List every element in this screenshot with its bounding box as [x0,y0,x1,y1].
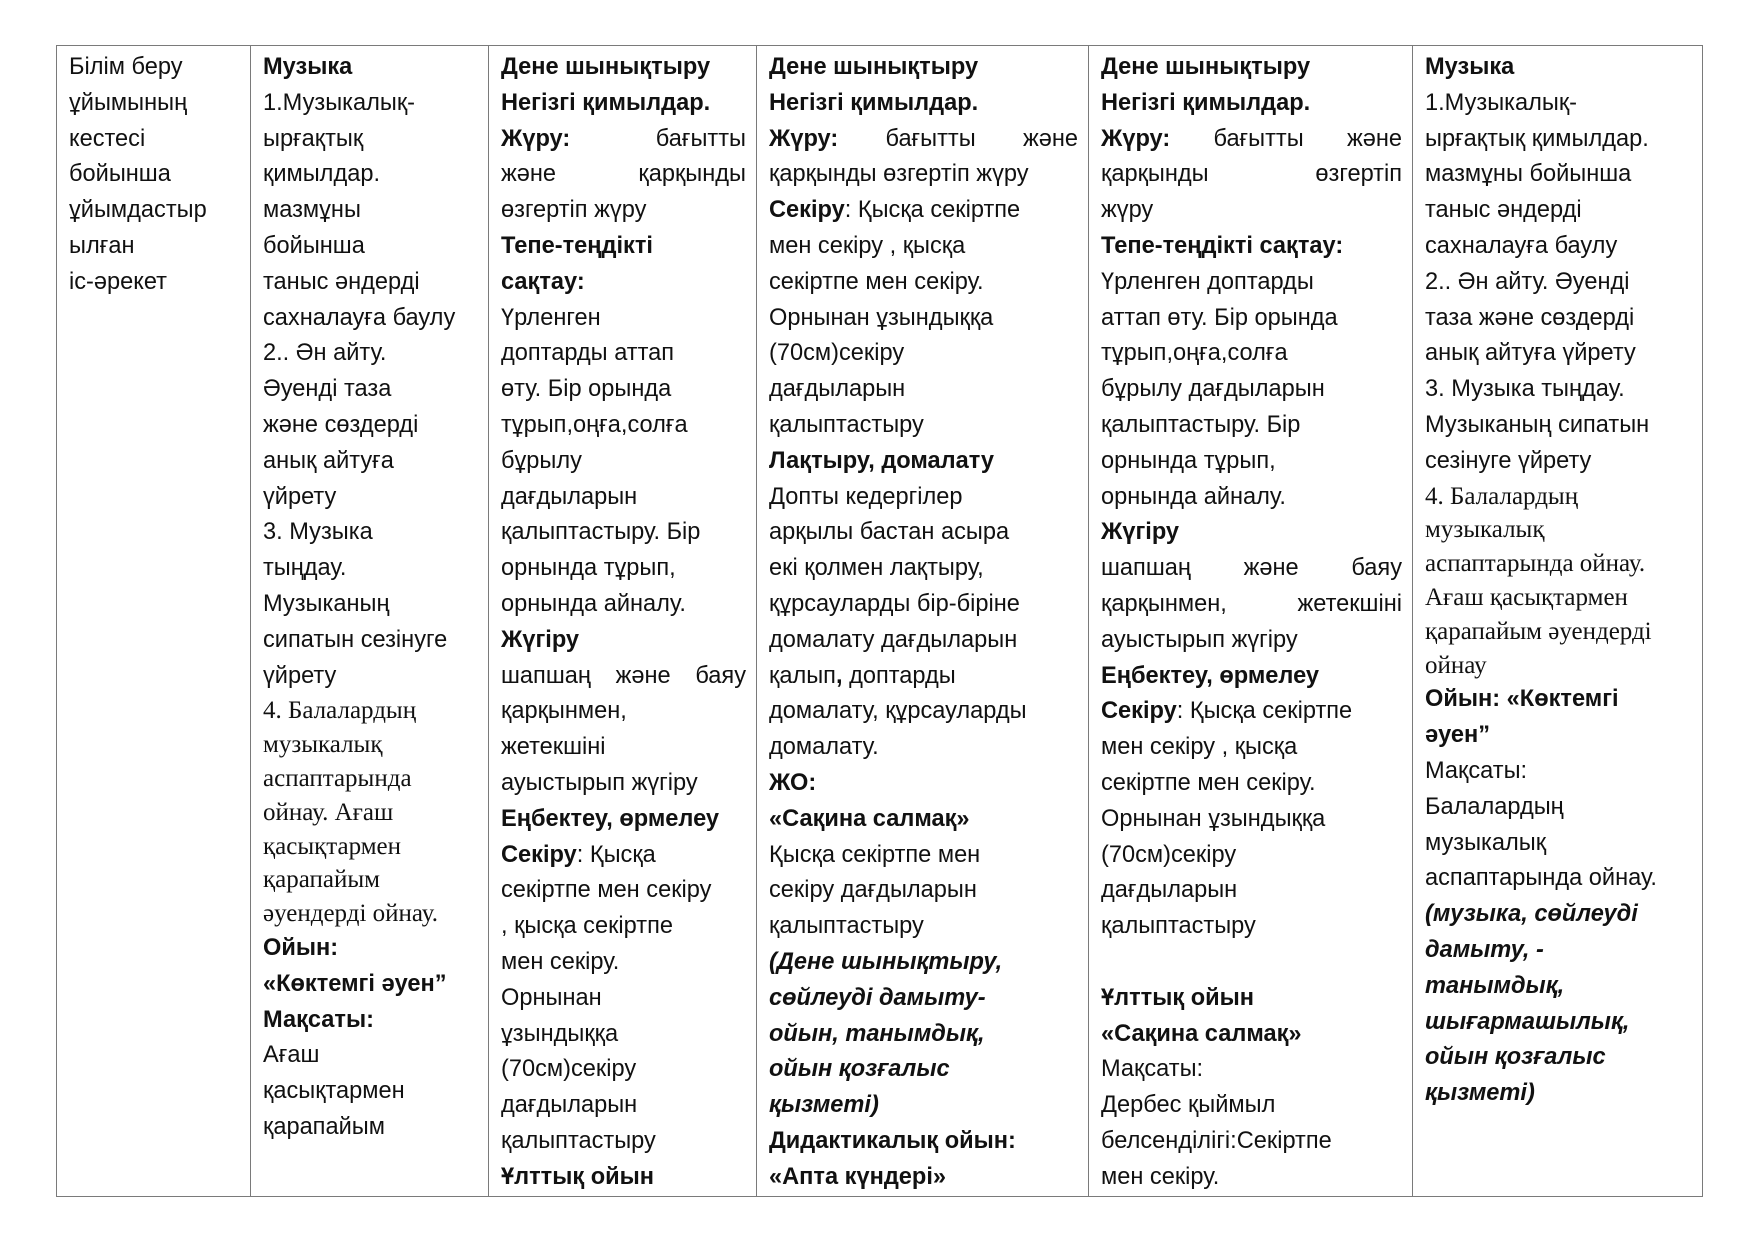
cell-text: бағытты және [885,125,1078,152]
cell-line: қарқынды өзгертіп жүру [769,161,1029,188]
cell-line: аспаптарында [263,764,412,792]
cell-line: Музыканың сипатын [1425,411,1650,438]
cell-line: 1.Музыкалық- [263,89,416,116]
cell-heading: Жүру: [501,125,571,152]
cell-line: бұрылу дағдыларын [1101,376,1325,403]
cell-line [769,193,1078,229]
cell-line: 2.. Ән айту. Әуенді [1425,268,1630,295]
cell-heading: Жүру: [1101,125,1171,152]
cell-line: домалату. [769,734,879,761]
cell-line [769,659,1078,695]
cell-line: өту. Бір орында [501,376,672,403]
cell-heading: Негізгі қимылдар. [769,89,979,116]
cell-heading: «Сақина салмақ» [769,805,970,832]
cell-heading: Тепе-теңдікті [501,232,653,259]
cell-heading: ЖО: [769,769,817,796]
cell-heading: Секіру [1101,698,1177,725]
cell-line: музыкалық [1425,516,1545,544]
cell-line: үйрету [263,662,337,689]
cell-line: таза және сөздерді [1425,304,1635,331]
cell-line: екі қолмен лақтыру, [769,555,984,582]
cell-heading: әуен” [1425,722,1491,749]
cell-line: бұрылу [501,447,582,474]
cell-heading: Дидактикалық ойын: [769,1127,1016,1154]
cell-heading: Негізгі қимылдар. [501,89,711,116]
cell-line: жетекшіні [501,734,606,761]
cell-line: аттап өту. Бір орында [1101,304,1338,331]
cell-heading: Еңбектеу, өрмелеу [1101,662,1320,689]
cell-line: бойынша [263,232,365,259]
cell-line: шапшаң және баяу [501,662,746,689]
cell-line: мазмұны бойынша [1425,161,1632,188]
cell-line [501,122,746,158]
cell-line: қарапайым [263,866,380,894]
cell-heading: Дене шынықтыру [769,54,979,80]
cell-line: ойнау. Ағаш [263,798,394,826]
cell-heading: сақтау: [501,268,585,295]
cell-line: орнында тұрып, [1101,447,1276,474]
cell-text: бағытты [655,125,746,152]
cell-note: (Дене шынықтыру, [769,948,1003,975]
cell-line: 2.. Ән айту. [263,340,387,367]
cell-line: іс-әрекет [69,268,167,295]
cell-line: қарқынмен, [501,698,627,725]
cell-heading: Дене шынықтыру [501,54,711,80]
table-row [57,46,1703,1197]
cell-text: : Қысқа секіртпе [1176,698,1353,725]
cell-line: орнында айналу. [1101,483,1286,510]
cell-heading: Дене шынықтыру [1101,54,1311,80]
cell-line: Дербес қыймыл [1101,1092,1276,1119]
cell-line: қарапайым әуендерді [1425,617,1652,645]
cell-line: Допты кедергілер [769,483,963,510]
cell-line: сахналауға баулу [1425,232,1618,259]
cell-text: бағытты және [1213,125,1402,152]
cell-line: секіртпе мен секіру. [1101,769,1316,796]
cell-text: : Қысқа [576,841,656,868]
cell-note: ойын қозғалыс [1425,1044,1606,1071]
cell-note: (музыка, сөйлеуді [1425,901,1638,928]
cell-line: секіртпе мен секіру. [769,268,984,295]
table-cell-pe-3 [1089,46,1413,1197]
cell-heading: Ұлттық ойын [501,1163,655,1190]
cell-heading: Жүру: [769,125,839,152]
cell-line: мазмұны [263,197,361,224]
cell-line [1101,157,1402,193]
cell-line: Ағаш [263,1042,320,1069]
cell-line: ылған [69,232,135,259]
cell-line: белсенділігі:Секіртпе [1101,1127,1332,1154]
cell-line: Әуенді таза [263,376,392,403]
cell-note: ойын, танымдық, [769,1020,985,1047]
cell-line: тұрып,оңға,солға [501,411,688,438]
cell-heading: Ұлттық ойын [1101,984,1255,1011]
cell-line: жүру [1101,197,1154,224]
cell-line: қалыптастыру [1101,913,1256,940]
cell-line: қарқынмен, жетекшіні [1101,590,1402,617]
cell-line: қалыптастыру [501,1127,656,1154]
cell-line: орнында тұрып, [501,555,676,582]
cell-line: дағдыларын [501,483,638,510]
cell-line: шапшаң және баяу [1101,555,1402,582]
cell-text: доптарды [842,662,956,689]
cell-line: қалыптастыру [769,411,924,438]
cell-line: мен секіру. [501,948,620,975]
cell-text: : Қысқа секіртпе [844,197,1021,224]
cell-heading: Негізгі қимылдар. [1101,89,1311,116]
cell-line: (70см)секіру [501,1056,637,1083]
cell-line: дағдыларын [501,1092,638,1119]
cell-line: (70см)секіру [769,340,905,367]
cell-line: дағдыларын [769,376,906,403]
cell-text: және [501,161,557,188]
cell-line: анық айтуға [263,447,394,474]
cell-line [1101,122,1402,158]
cell-heading: Музыка [263,54,353,80]
cell-line: үйрету [263,483,337,510]
cell-line: Орнынан [501,984,602,1011]
cell-note: сөйлеуді дамыту- [769,984,986,1011]
cell-line [501,838,746,874]
cell-line: музыкалық [263,731,383,759]
cell-note: қызметі) [769,1092,879,1119]
cell-heading: Ойын: [263,934,339,961]
cell-line: , қысқа секіртпе [501,913,673,940]
cell-line: Балалардың [1425,793,1564,820]
cell-line: таныс әндерді [1425,197,1582,224]
cell-line: арқылы бастан асыра [769,519,1010,546]
cell-line: музыкалық [1425,829,1547,856]
table-cell-music-1 [251,46,489,1197]
cell-line: мен секіру. [1101,1163,1220,1190]
cell-line: ойнау [1425,651,1487,679]
cell-line: құрсауларды бір-біріне [769,590,1020,617]
table-cell-pe-1 [489,46,757,1197]
cell-line: доптарды аттап [501,340,675,367]
cell-line: өзгертіп жүру [501,197,647,224]
cell-line: әуендерді ойнау. [263,900,438,928]
cell-line: Музыканың [263,590,390,617]
cell-line: сипатын сезінуге [263,626,448,653]
cell-heading: «Көктемгі әуен” [263,970,447,997]
cell-line: қимылдар. [263,161,381,188]
cell-note: шығармашылық, [1425,1008,1630,1035]
cell-line: орнында айналу. [501,590,686,617]
cell-line: қасықтармен [263,832,402,860]
cell-line: домалату дағдыларын [769,626,1018,653]
cell-heading: Еңбектеу, өрмелеу [501,805,720,832]
cell-heading: Жүгіру [1101,519,1180,546]
cell-line: аспаптарында ойнау. [1425,550,1646,578]
cell-line [501,157,746,193]
cell-line: секіру дағдыларын [769,877,977,904]
cell-line: мен секіру , қысқа [769,232,966,259]
cell-heading: Жүгіру [501,626,580,653]
cell-line: және сөздерді [263,411,419,438]
cell-text: қалып [769,662,836,689]
cell-heading: Тепе-теңдікті сақтау: [1101,232,1344,259]
cell-heading: Ойын: «Көктемгі [1425,686,1619,713]
cell-note: танымдық, [1425,972,1565,999]
cell-line: таныс әндерді [263,268,420,295]
cell-line: (70см)секіру [1101,841,1237,868]
cell-heading: «Апта күндері» [769,1163,947,1190]
cell-line: аспаптарында ойнау. [1425,865,1657,892]
cell-line: Үрленген [501,304,601,331]
cell-line: дағдыларын [1101,877,1238,904]
cell-line: мен секіру , қысқа [1101,734,1298,761]
cell-line [1101,694,1402,730]
cell-line: Қысқа секіртпе мен [769,841,981,868]
schedule-table [56,45,1703,1197]
cell-line: қалыптастыру. Бір [1101,411,1301,438]
cell-line: Мақсаты: [1425,757,1528,784]
cell-line: Мақсаты: [1101,1056,1204,1083]
cell-heading: Мақсаты: [263,1006,374,1033]
cell-line: 3. Музыка [263,519,373,546]
cell-text: қарқынды [1101,161,1209,188]
cell-line: сахналауға баулу [263,304,456,331]
cell-line: кестесі [69,125,146,152]
cell-text: өзгертіп [1315,161,1402,188]
cell-text: қарқынды [638,161,746,188]
cell-line: 1.Музыкалық- [1425,89,1578,116]
cell-line: ауыстырып жүгіру [501,769,698,796]
cell-line [769,122,1078,158]
cell-line: қасықтармен [263,1078,405,1105]
cell-line: Білім беру [69,54,183,80]
cell-heading: Секіру [769,197,845,224]
cell-line: ұйымының [69,89,188,116]
cell-line: қалыптастыру. Бір [501,519,701,546]
cell-text: , [835,662,843,689]
cell-line: Орнынан ұзындыққа [1101,805,1326,832]
cell-line: бойынша [69,161,171,188]
cell-heading: «Сақина салмақ» [1101,1020,1302,1047]
cell-line: 4. Балалардың [263,697,417,725]
table-cell-music-2 [1413,46,1703,1197]
table-cell-org-activity [57,46,251,1197]
cell-heading: Музыка [1425,54,1515,80]
cell-line: ырғақтық [263,125,364,152]
cell-line: 3. Музыка тыңдау. [1425,376,1625,403]
blank-line [1101,945,1402,981]
cell-line: тұрып,оңға,солға [1101,340,1288,367]
cell-line: ырғақтық қимылдар. [1425,125,1649,152]
cell-heading: Лақтыру, домалату [769,447,995,474]
cell-line: секіртпе мен секіру [501,877,712,904]
cell-line: Үрленген доптарды [1101,268,1314,295]
cell-line: ұзындыққа [501,1020,619,1047]
cell-line: Орнынан ұзындыққа [769,304,994,331]
cell-heading: Секіру [501,841,577,868]
cell-note: дамыту, - [1425,936,1544,963]
cell-note: қызметі) [1425,1080,1535,1107]
cell-line: ұйымдастыр [69,197,207,224]
cell-line: Ағаш қасықтармен [1425,583,1628,611]
cell-line: 4. Балалардың [1425,482,1579,510]
cell-line: қарапайым [263,1113,385,1140]
cell-line: қалыптастыру [769,913,924,940]
cell-line: ауыстырып жүгіру [1101,626,1298,653]
table-cell-pe-2 [757,46,1089,1197]
cell-line: домалату, құрсауларды [769,698,1027,725]
cell-line: тыңдау. [263,555,347,582]
cell-line: анық айтуға үйрету [1425,340,1636,367]
cell-note: ойын қозғалыс [769,1056,950,1083]
cell-line: сезінуге үйрету [1425,447,1592,474]
